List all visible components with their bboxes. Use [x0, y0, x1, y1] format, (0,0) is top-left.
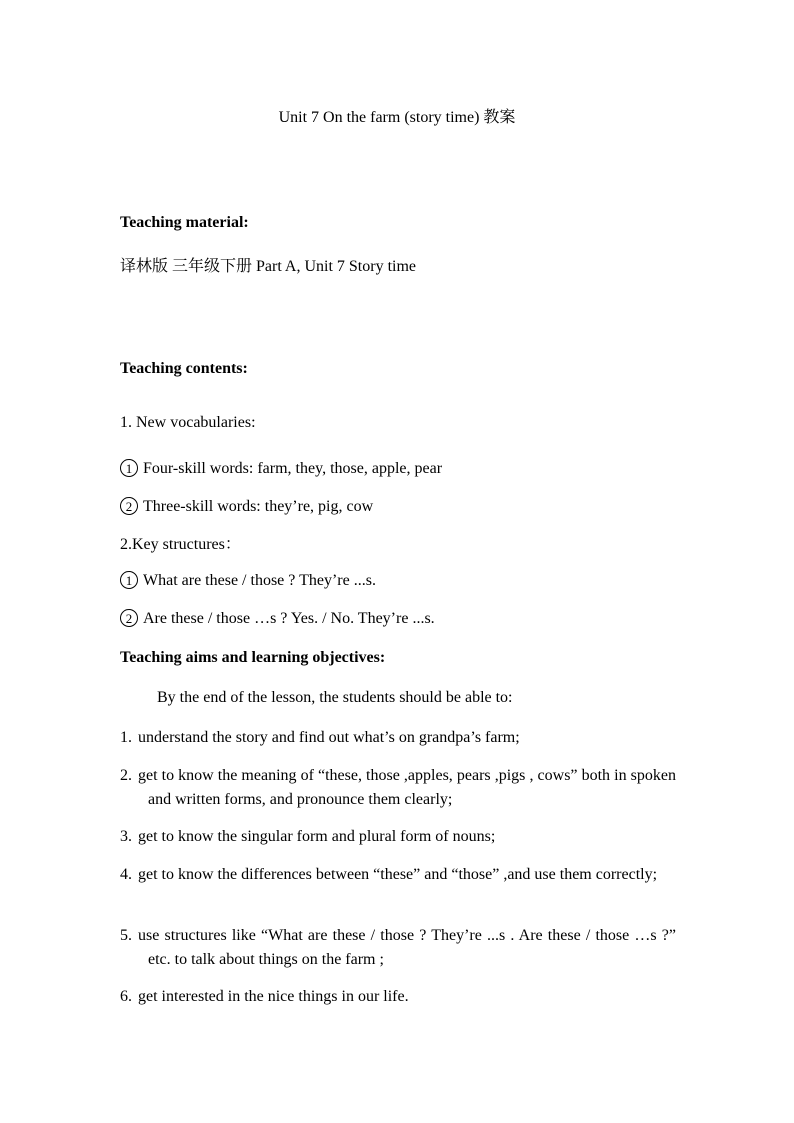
aim-text: understand the story and find out what’s on grandpa’s farm; [138, 729, 520, 746]
aims-heading: Teaching aims and learning objectives: [120, 649, 386, 666]
circled-number: 1 [120, 571, 138, 589]
material-heading: Teaching material: [120, 214, 249, 231]
circled-number: 2 [120, 497, 138, 515]
aim-number: 6. [120, 988, 132, 1005]
structure-item [120, 571, 376, 591]
contents-heading: Teaching contents: [120, 360, 248, 377]
structure-item-text: Are these / those …s ? Yes. / No. They’re ...s. [143, 610, 435, 627]
vocab-item [120, 459, 442, 479]
aim-number: 5. [120, 927, 132, 944]
aim-text: get interested in the nice things in our life. [138, 988, 409, 1005]
aim-number: 1. [120, 729, 132, 746]
aim-text: get to know the differences between “these” and “those” ,and use them correctly; [138, 866, 658, 883]
aim-text: get to know the meaning of “these, those ,apples, pears ,pigs , cows” both in spoken and written forms, and pronounce them clearly; [138, 767, 676, 808]
aim-item [120, 764, 676, 812]
page-title: Unit 7 On the farm (story time) 教案 [278, 109, 516, 126]
structure-item-text: What are these / those ? They’re ...s. [143, 572, 376, 589]
aim-text: use structures like “What are these / those ? They’re ...s . Are these / those …s ?” etc. to talk about things on the farm ; [138, 927, 676, 968]
material-text: 译林版 三年级下册 Part A, Unit 7 Story time [120, 258, 417, 275]
aims-intro: By the end of the lesson, the students should be able to: [157, 689, 513, 706]
aim-number: 4. [120, 866, 132, 883]
vocab-item-text: Three-skill words: they’re, pig, cow [143, 498, 374, 515]
aim-item [120, 985, 676, 1009]
circled-number: 1 [120, 459, 138, 477]
aim-text: get to know the singular form and plural form of nouns; [138, 828, 496, 845]
vocab-heading: 1. New vocabularies: [120, 414, 256, 431]
circled-number: 2 [120, 609, 138, 627]
structure-item [120, 609, 435, 629]
vocab-item [120, 497, 373, 517]
vocab-item-text: Four-skill words: farm, they, those, apple, pear [143, 460, 443, 477]
aim-item [120, 863, 676, 887]
aim-number: 2. [120, 767, 132, 784]
aim-item [120, 924, 676, 972]
aim-item [120, 726, 676, 750]
aim-item [120, 825, 676, 849]
aim-number: 3. [120, 828, 132, 845]
structures-heading: 2.Key structures： [120, 536, 241, 553]
